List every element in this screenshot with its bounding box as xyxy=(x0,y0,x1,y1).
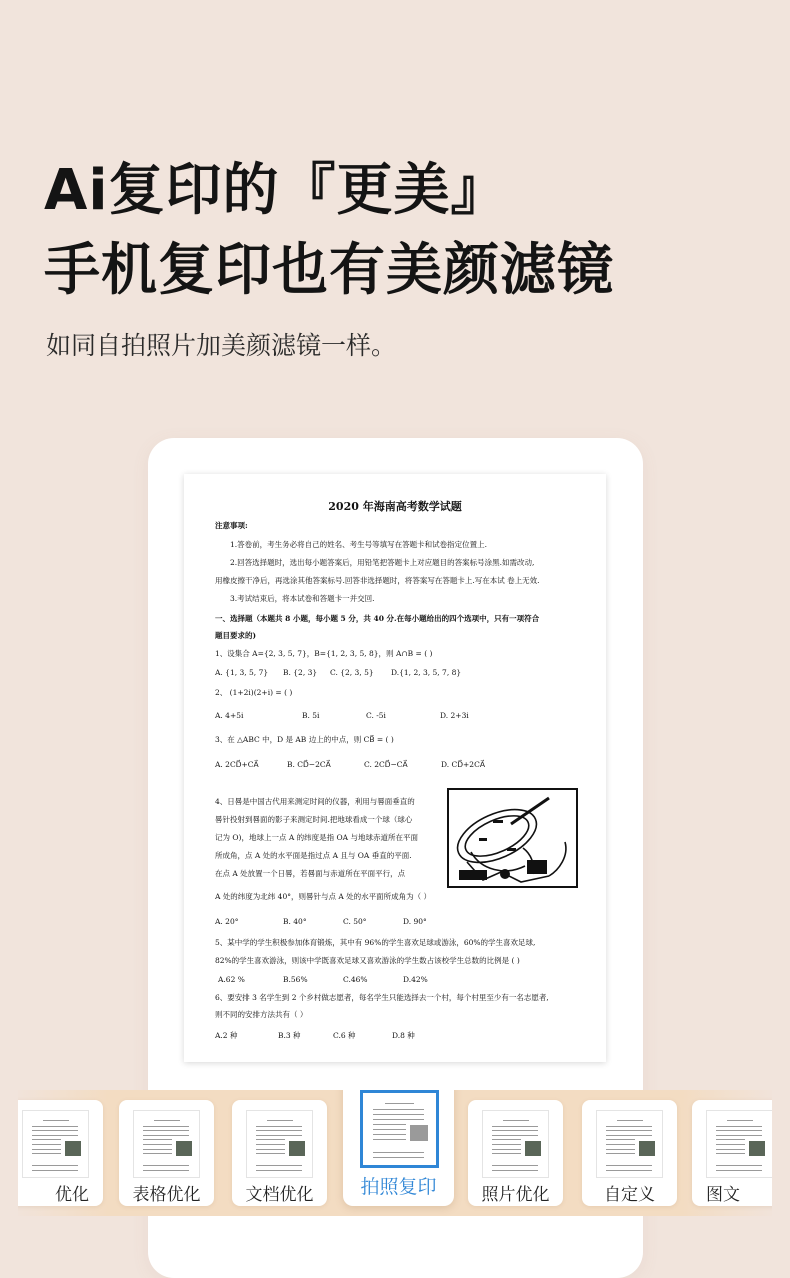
thumbnail-text-line xyxy=(373,1109,424,1110)
q4-option-d: D. 90° xyxy=(403,917,427,926)
thumbnail-text-line xyxy=(606,1130,652,1131)
q5-option-a: A.62 % xyxy=(218,975,245,984)
thumbnail-text-line xyxy=(43,1120,69,1121)
thumbnail-text-line xyxy=(492,1135,538,1136)
thumbnail-text-line xyxy=(32,1139,61,1140)
thumbnail-text-line xyxy=(256,1126,302,1127)
q3-option-a: A. 2CD⃗+CA⃗ xyxy=(215,760,259,769)
thumbnail-text-line xyxy=(373,1139,406,1140)
q6-option-d: D.8 种 xyxy=(392,1031,415,1040)
thumbnail-text-line xyxy=(32,1165,78,1166)
thumbnail-text-line xyxy=(716,1126,762,1127)
thumbnail-figure xyxy=(65,1141,81,1156)
thumbnail-text-line xyxy=(492,1130,538,1131)
thumbnail-text-line xyxy=(617,1120,643,1121)
question-2: 2、 (1+2i)(2+i) = ( ) xyxy=(215,688,293,697)
thumbnail-text-line xyxy=(716,1139,745,1140)
thumbnail-text-line xyxy=(32,1144,61,1145)
thumbnail-figure xyxy=(176,1141,192,1156)
thumbnail-text-line xyxy=(143,1130,189,1131)
q4-option-b: B. 40° xyxy=(283,917,307,926)
thumbnail-text-line xyxy=(727,1120,753,1121)
question-4-line-5: 在点 A 处放置一个日晷，若晷面与赤道所在平面平行，点 xyxy=(215,869,406,878)
thumbnail-text-line xyxy=(606,1165,652,1166)
q2-option-c: C. -5i xyxy=(366,711,386,720)
question-6-line-1: 6、要安排 3 名学生到 2 个乡村做志愿者，每名学生只能选择去一个村，每个村里至少有一名志愿者, xyxy=(215,993,549,1002)
hero-title-line-2: 手机复印也有美颜滤镜 xyxy=(44,238,614,303)
q2-option-b: B. 5i xyxy=(302,711,320,720)
q2-option-a: A. 4+5i xyxy=(215,711,244,720)
q2-option-d: D. 2+3i xyxy=(440,711,469,720)
hero-title-line-1: Ai复印的『更美』 xyxy=(44,158,508,223)
thumbnail-text-line xyxy=(492,1170,538,1171)
thumbnail-text-line xyxy=(606,1126,652,1127)
q5-option-c: C.46% xyxy=(343,975,368,984)
q6-option-b: B.3 种 xyxy=(278,1031,301,1040)
filter-thumbnail xyxy=(133,1110,200,1178)
hero-subtitle: 如同自拍照片加美颜滤镜一样。 xyxy=(46,331,397,360)
thumbnail-figure xyxy=(410,1125,428,1141)
q1-option-c: C. {2, 3, 5} xyxy=(330,668,374,677)
notice-2a: 2.回答选择题时，选出每小题答案后，用铅笔把答题卡上对应题目的答案标号涂黑.如需改动, xyxy=(230,558,535,567)
thumbnail-text-line xyxy=(143,1139,172,1140)
filter-label: 拍照复印 xyxy=(360,1176,437,1198)
thumbnail-text-line xyxy=(256,1144,285,1145)
thumbnail-text-line xyxy=(143,1135,189,1136)
filter-photo-copy[interactable] xyxy=(343,1090,454,1206)
question-4-line-1: 4、日晷是中国古代用来测定时间的仪器，利用与晷面垂直的 xyxy=(215,797,415,806)
thumbnail-text-line xyxy=(606,1153,635,1154)
thumbnail-text-line xyxy=(716,1135,762,1136)
q6-option-a: A.2 种 xyxy=(215,1031,238,1040)
filter-label: 文档优化 xyxy=(245,1185,314,1205)
thumbnail-text-line xyxy=(373,1129,406,1130)
thumbnail-text-line xyxy=(716,1153,745,1154)
thumbnail-text-line xyxy=(256,1153,285,1154)
thumbnail-text-line xyxy=(32,1149,61,1150)
filter-thumbnail xyxy=(22,1110,89,1178)
thumbnail-text-line xyxy=(492,1139,521,1140)
notice-3: 3.考试结束后，将本试卷和答题卡一并交回. xyxy=(230,594,375,603)
thumbnail-text-line xyxy=(32,1170,78,1171)
q6-option-c: C.6 种 xyxy=(333,1031,356,1040)
question-4-line-3: 记为 O)，地球上一点 A 的纬度是指 OA 与地球赤道所在平面 xyxy=(215,833,418,842)
question-1: 1、设集合 A={2, 3, 5, 7}，B={1, 2, 3, 5, 8}，则 A∩B = ( ) xyxy=(215,649,433,658)
filter-toolbar xyxy=(18,1090,772,1216)
notice-1: 1.答卷前，考生务必将自己的姓名、考生号等填写在答题卡和试卷指定位置上. xyxy=(230,540,488,549)
thumbnail-text-line xyxy=(373,1152,424,1153)
notice-2b: 用橡皮擦干净后，再选涂其他答案标号.回答非选择题时，将答案写在答题卡上.写在本试 卷上无效. xyxy=(215,576,540,585)
thumbnail-text-line xyxy=(32,1130,78,1131)
filter-label: 自定义 xyxy=(604,1185,655,1205)
thumbnail-text-line xyxy=(716,1165,762,1166)
thumbnail-text-line xyxy=(373,1119,424,1120)
filter-thumbnail xyxy=(482,1110,549,1178)
q1-option-a: A. {1, 3, 5, 7} xyxy=(215,668,269,677)
q4-option-c: C. 50° xyxy=(343,917,367,926)
thumbnail-text-line xyxy=(606,1149,635,1150)
thumbnail-text-line xyxy=(143,1149,172,1150)
filter-label: 表格优化 xyxy=(132,1185,201,1205)
question-4-line-6: A 处的纬度为北纬 40°，则晷针与点 A 处的水平面所成角为（ ） xyxy=(215,892,432,901)
thumbnail-figure xyxy=(525,1141,541,1156)
thumbnail-text-line xyxy=(373,1124,406,1125)
thumbnail-text-line xyxy=(256,1170,302,1171)
q3-option-d: D. CD⃗+2CA⃗ xyxy=(441,760,485,769)
section-heading-1: 一、选择题（本题共 8 小题，每小题 5 分，共 40 分.在每小题给出的四个选项中，只有一项符合 xyxy=(215,614,540,623)
thumbnail-text-line xyxy=(503,1120,529,1121)
thumbnail-text-line xyxy=(143,1153,172,1154)
thumbnail-text-line xyxy=(492,1153,521,1154)
sundial-figure xyxy=(447,788,578,888)
q4-option-a: A. 20° xyxy=(215,917,239,926)
thumbnail-text-line xyxy=(606,1135,652,1136)
section-heading-2: 题目要求的) xyxy=(215,631,257,640)
q3-option-b: B. CD⃗−2CA⃗ xyxy=(287,760,331,769)
filter-photo-optimize[interactable] xyxy=(468,1100,563,1206)
question-4-line-2: 晷针投射到晷面的影子来测定时间.把地球看成一个球（球心 xyxy=(215,815,413,824)
thumbnail-text-line xyxy=(492,1144,521,1145)
question-4-line-4: 所成角，点 A 处的水平面是指过点 A 且与 OA 垂直的平面. xyxy=(215,851,412,860)
filter-label: 图文 xyxy=(706,1185,740,1205)
thumbnail-text-line xyxy=(32,1153,61,1154)
filter-thumbnail xyxy=(596,1110,663,1178)
thumbnail-text-line xyxy=(256,1139,285,1140)
filter-optimize[interactable] xyxy=(18,1100,103,1206)
thumbnail-text-line xyxy=(256,1130,302,1131)
filter-thumbnail xyxy=(360,1090,439,1168)
filter-thumbnail xyxy=(246,1110,313,1178)
thumbnail-text-line xyxy=(716,1130,762,1131)
thumbnail-text-line xyxy=(606,1144,635,1145)
thumbnail-figure xyxy=(749,1141,765,1156)
exam-title: 2020 年海南高考数学试题 xyxy=(328,500,462,513)
thumbnail-text-line xyxy=(373,1114,424,1115)
question-5-line-2: 82%的学生喜欢游泳，则该中学既喜欢足球又喜欢游泳的学生数占该校学生总数的比例是 ( ) xyxy=(215,956,520,965)
thumbnail-text-line xyxy=(256,1135,302,1136)
thumbnail-text-line xyxy=(143,1144,172,1145)
question-3: 3、在 △ABC 中，D 是 AB 边上的中点，则 CB⃗ = ( ) xyxy=(215,735,394,744)
q5-option-d: D.42% xyxy=(403,975,428,984)
thumbnail-text-line xyxy=(606,1170,652,1171)
q5-option-b: B.56% xyxy=(283,975,308,984)
notice-header: 注意事项: xyxy=(215,521,248,530)
thumbnail-text-line xyxy=(267,1120,293,1121)
thumbnail-text-line xyxy=(154,1120,180,1121)
thumbnail-text-line xyxy=(606,1139,635,1140)
question-6-line-2: 则不同的安排方法共有（ ） xyxy=(215,1010,308,1019)
thumbnail-text-line xyxy=(373,1134,406,1135)
filter-table-optimize[interactable] xyxy=(119,1100,214,1206)
thumbnail-text-line xyxy=(716,1144,745,1145)
thumbnail-text-line xyxy=(256,1165,302,1166)
thumbnail-figure xyxy=(639,1141,655,1156)
thumbnail-text-line xyxy=(32,1135,78,1136)
filter-custom[interactable] xyxy=(582,1100,677,1206)
thumbnail-text-line xyxy=(256,1149,285,1150)
thumbnail-text-line xyxy=(143,1165,189,1166)
q1-option-d: D.{1, 2, 3, 5, 7, 8} xyxy=(391,668,462,677)
filter-document-optimize[interactable] xyxy=(232,1100,327,1206)
thumbnail-text-line xyxy=(492,1165,538,1166)
filter-label: 优化 xyxy=(55,1185,89,1205)
q3-option-c: C. 2CD⃗−CA⃗ xyxy=(364,760,408,769)
thumbnail-text-line xyxy=(32,1126,78,1127)
q1-option-b: B. {2, 3} xyxy=(283,668,318,677)
filter-label: 照片优化 xyxy=(481,1185,550,1205)
thumbnail-text-line xyxy=(492,1149,521,1150)
filter-image-text[interactable] xyxy=(692,1100,772,1206)
question-5-line-1: 5、某中学的学生积极参加体育锻炼，其中有 96%的学生喜欢足球或游泳，60%的学生喜欢足球, xyxy=(215,938,536,947)
sundial-illustration xyxy=(449,790,576,886)
thumbnail-text-line xyxy=(716,1170,762,1171)
filter-thumbnail xyxy=(706,1110,772,1178)
thumbnail-text-line xyxy=(385,1103,414,1104)
thumbnail-text-line xyxy=(373,1157,424,1158)
thumbnail-text-line xyxy=(492,1126,538,1127)
thumbnail-text-line xyxy=(143,1170,189,1171)
thumbnail-text-line xyxy=(143,1126,189,1127)
exam-document xyxy=(184,474,606,1062)
thumbnail-figure xyxy=(289,1141,305,1156)
thumbnail-text-line xyxy=(716,1149,745,1150)
